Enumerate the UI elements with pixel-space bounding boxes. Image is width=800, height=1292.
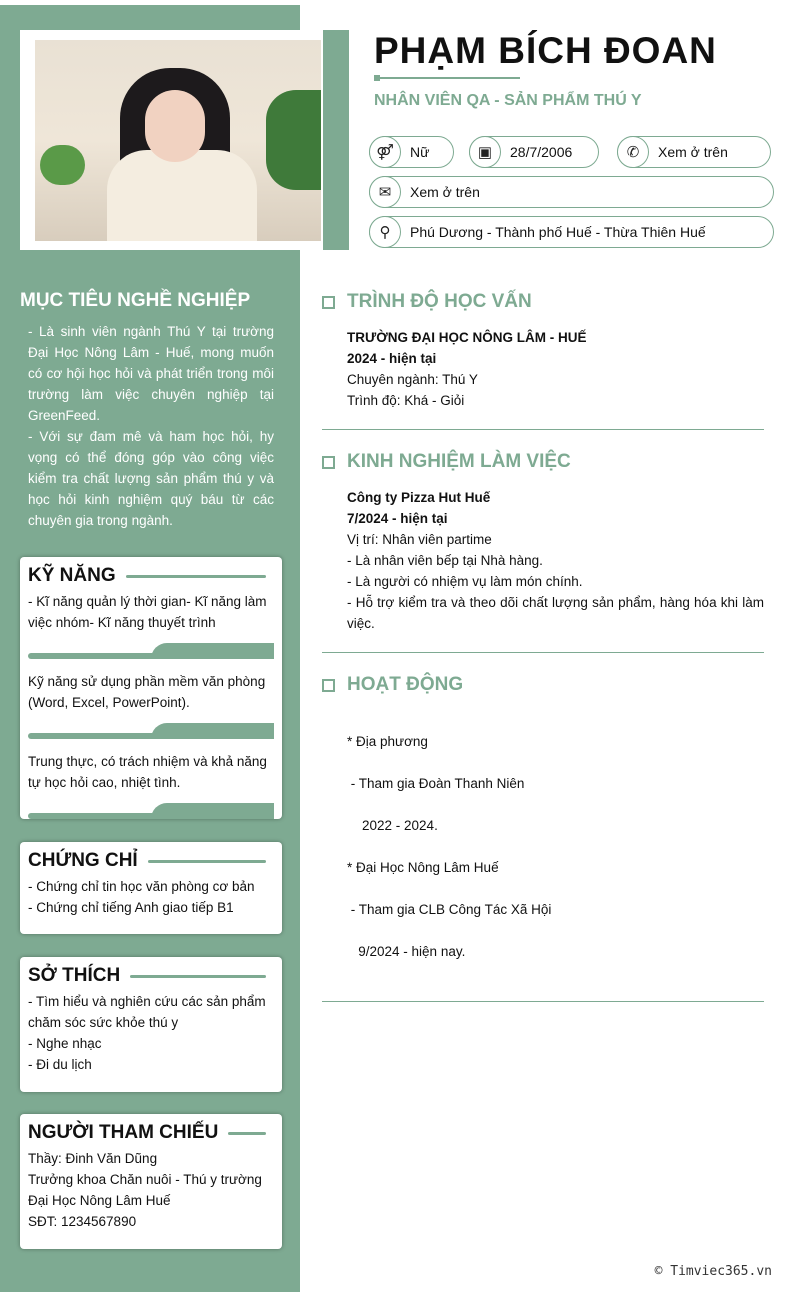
- education-line: Trình độ: Khá - Giỏi: [347, 393, 465, 408]
- objective-text: [28, 321, 274, 531]
- experience-line: - Là nhân viên bếp tại Nhà hàng.: [347, 553, 543, 568]
- education-line: Chuyên ngành: Thú Y: [347, 372, 478, 387]
- profile-photo: [35, 40, 321, 241]
- objective-paragraph: - Với sự đam mê và ham học hỏi, hy vọng có thể đóng góp vào công việc kiểm tra chất lượng sản phẩm thú y và học hỏi kinh nghiệm quý báu từ các chuyên gia trong ngành.: [28, 429, 274, 528]
- education-period: 2024 - hiện tại: [347, 351, 437, 366]
- hobby-item: - Tìm hiểu và nghiên cứu các sản phẩm chăm sóc sức khỏe thú y: [28, 994, 266, 1030]
- education-heading: TRÌNH ĐỘ HỌC VẤN: [347, 291, 532, 312]
- skill-text: Trung thực, có trách nhiệm và khả năng tự học hỏi cao, nhiệt tình.: [28, 754, 267, 790]
- decor-bar: [323, 30, 349, 250]
- footer-watermark: © Timviec365.vn: [654, 1264, 772, 1279]
- skill-bar: [28, 641, 274, 659]
- activity-line: - Tham gia Đoàn Thanh Niên: [347, 776, 525, 791]
- activity-line: 9/2024 - hiện nay.: [347, 944, 466, 959]
- gender-value: Nữ: [410, 144, 430, 160]
- activity-line: * Đại Học Nông Lâm Huế: [347, 860, 499, 875]
- gender-field: [369, 136, 454, 168]
- education-section: [322, 291, 764, 430]
- email-value: Xem ở trên: [410, 184, 480, 200]
- skill-text: - Kĩ năng quản lý thời gian- Kĩ năng làm việc nhóm- Kĩ năng thuyết trình: [28, 594, 267, 630]
- skill-text: Kỹ năng sử dụng phần mềm văn phòng (Word, Excel, PowerPoint).: [28, 674, 266, 710]
- certificates-heading: CHỨNG CHỈ: [28, 850, 138, 871]
- gender-icon: ⚤: [369, 136, 401, 168]
- experience-line: - Là người có nhiệm vụ làm món chính.: [347, 574, 583, 589]
- reference-card: [20, 1114, 282, 1249]
- reference-heading: NGƯỜI THAM CHIẾU: [28, 1122, 219, 1143]
- calendar-icon: ▣: [469, 136, 501, 168]
- hobby-item: - Đi du lịch: [28, 1057, 92, 1072]
- square-bullet-icon: [322, 456, 335, 469]
- address-value: Phú Dương - Thành phố Huế - Thừa Thiên Huế: [410, 224, 706, 240]
- skills-card: [20, 557, 282, 819]
- phone-icon: ✆: [617, 136, 649, 168]
- activities-heading: HOẠT ĐỘNG: [347, 674, 464, 695]
- activities-section: [322, 674, 764, 1002]
- candidate-name: PHẠM BÍCH ĐOAN: [374, 30, 717, 71]
- reference-line: Thầy: Đinh Văn Dũng: [28, 1151, 158, 1166]
- hobby-item: - Nghe nhạc: [28, 1036, 102, 1051]
- job-title: NHÂN VIÊN QA - SẢN PHẨM THÚ Y: [374, 92, 642, 109]
- envelope-icon: ✉: [369, 176, 401, 208]
- divider: [374, 77, 520, 79]
- experience-section: [322, 451, 764, 653]
- phone-field: [617, 136, 771, 168]
- address-field: [369, 216, 774, 248]
- location-pin-icon: ⚲: [369, 216, 401, 248]
- objective-heading: MỤC TIÊU NGHỀ NGHIỆP: [20, 290, 251, 311]
- email-field: [369, 176, 774, 208]
- skills-heading: KỸ NĂNG: [28, 565, 116, 586]
- square-bullet-icon: [322, 296, 335, 309]
- activity-line: * Địa phương: [347, 734, 428, 749]
- certificate-item: - Chứng chỉ tiếng Anh giao tiếp B1: [28, 900, 234, 915]
- phone-value: Xem ở trên: [658, 144, 728, 160]
- reference-line: Trưởng khoa Chăn nuôi - Thú y trường Đại Học Nông Lâm Huế: [28, 1172, 262, 1208]
- skill-bar: [28, 721, 274, 739]
- experience-line: - Hỗ trợ kiểm tra và theo dõi chất lượng sản phẩm, hàng hóa khi làm việc.: [347, 595, 764, 631]
- activity-line: 2022 - 2024.: [347, 818, 438, 833]
- certificates-card: [20, 842, 282, 934]
- reference-line: SĐT: 1234567890: [28, 1214, 137, 1229]
- skill-bar: [28, 801, 274, 819]
- hobbies-heading: SỞ THÍCH: [28, 965, 121, 986]
- experience-heading: KINH NGHIỆM LÀM VIỆC: [347, 451, 571, 472]
- hobbies-card: [20, 957, 282, 1092]
- experience-period: 7/2024 - hiện tại: [347, 511, 448, 526]
- school-name: TRƯỜNG ĐẠI HỌC NÔNG LÂM - HUẾ: [347, 330, 587, 345]
- certificate-item: - Chứng chỉ tin học văn phòng cơ bản: [28, 879, 255, 894]
- activity-line: - Tham gia CLB Công Tác Xã Hội: [347, 902, 552, 917]
- dob-field: [469, 136, 599, 168]
- objective-paragraph: - Là sinh viên ngành Thú Y tại trường Đại Học Nông Lâm - Huế, mong muốn có cơ hội học hỏi và phát triển trong môi trường làm việc chuyên nghiệp tại GreenFeed.: [28, 324, 274, 423]
- dob-value: 28/7/2006: [510, 144, 573, 160]
- company-name: Công ty Pizza Hut Huế: [347, 490, 491, 505]
- experience-line: Vị trí: Nhân viên partime: [347, 532, 492, 547]
- square-bullet-icon: [322, 679, 335, 692]
